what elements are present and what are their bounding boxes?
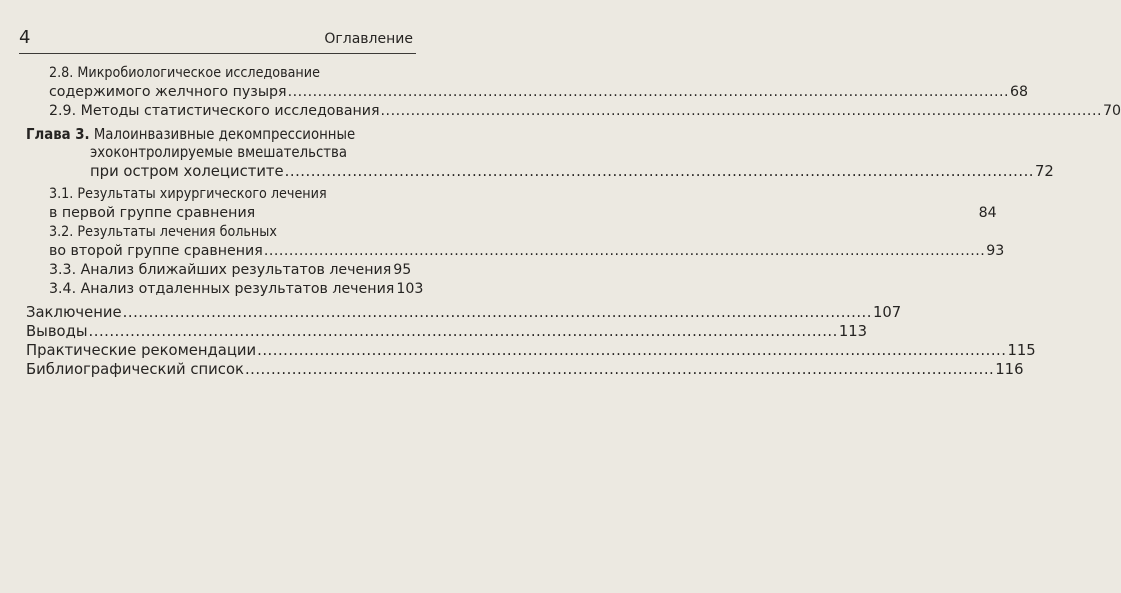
toc-entry-3-1 (49, 205, 997, 221)
running-head: Оглавление (324, 31, 413, 47)
chapter-label: Глава 3. (26, 126, 90, 143)
toc-entry-text: 2.9. Методы статистического исследования (49, 103, 380, 119)
toc-entry-3-3 (49, 262, 411, 278)
toc-leader (288, 84, 1009, 100)
toc-entry-text: Библиографический список (26, 361, 244, 378)
toc-entry-2-9 (49, 103, 1121, 119)
toc-page-number: 68 (1010, 84, 1029, 100)
toc-entry-text: 3.4. Анализ отдаленных результатов лечения (49, 281, 395, 297)
toc-entry-text: 3.3. Анализ ближайших результатов лечения (49, 262, 392, 278)
toc-chapter-3-line1 (26, 126, 355, 143)
toc-entry-3-1-line2: в первой группе сравнения (49, 205, 256, 221)
toc-entry-3-1-line1: 3.1. Результаты хирургического лечения (49, 186, 327, 202)
toc-page-number: 107 (872, 304, 902, 321)
toc-entry-2-8 (49, 84, 1029, 100)
toc-entry-2-8-line2: содержимого желчного пузыря (49, 84, 287, 100)
toc-entry-findings (26, 323, 868, 340)
chapter-title-line2: эхоконтролируемые вмешательства (90, 144, 348, 161)
toc-leader (89, 323, 838, 340)
toc-leader (123, 304, 872, 321)
toc-entry-text: Выводы (26, 323, 88, 340)
toc-entry-bibliography (26, 361, 1024, 378)
toc-leader (285, 163, 1034, 180)
toc-page-number: 113 (838, 323, 868, 340)
toc-chapter-3 (90, 163, 1054, 180)
toc-page-number: 103 (396, 281, 424, 297)
toc-page-number: 95 (393, 262, 412, 278)
toc-entry-conclusion (26, 304, 902, 321)
toc-entry-3-2 (49, 243, 1005, 259)
chapter-title-line3: при остром холецистите (90, 163, 284, 180)
toc-page-number: 84 (978, 205, 997, 221)
toc-page-number: 115 (1007, 342, 1036, 359)
toc-page-number: 70 (1102, 103, 1121, 119)
toc-entry-3-2-line1: 3.2. Результаты лечения больных (49, 224, 277, 240)
toc-entry-3-2-line2: во второй группе сравнения (49, 243, 263, 259)
toc-entry-recommendations (26, 342, 1036, 359)
toc-entry-text: Заключение (26, 304, 122, 321)
toc-leader (245, 361, 994, 378)
chapter-title-line1: Малоинвазивные декомпрессионные (93, 126, 356, 143)
toc-entry-3-4 (49, 281, 424, 297)
toc-leader (264, 243, 985, 259)
toc-entry-2-8-line1: 2.8. Микробиологическое исследование (49, 65, 320, 81)
toc-page-number: 93 (986, 243, 1005, 259)
toc-entry-text: Практические рекомендации (26, 342, 257, 359)
page-header (19, 27, 416, 55)
toc-leader (381, 103, 1102, 119)
toc-leader (257, 342, 1006, 359)
toc-page-number: 116 (995, 361, 1024, 378)
toc-page-number: 72 (1034, 163, 1054, 180)
header-rule (19, 53, 416, 54)
page-number: 4 (19, 27, 31, 48)
